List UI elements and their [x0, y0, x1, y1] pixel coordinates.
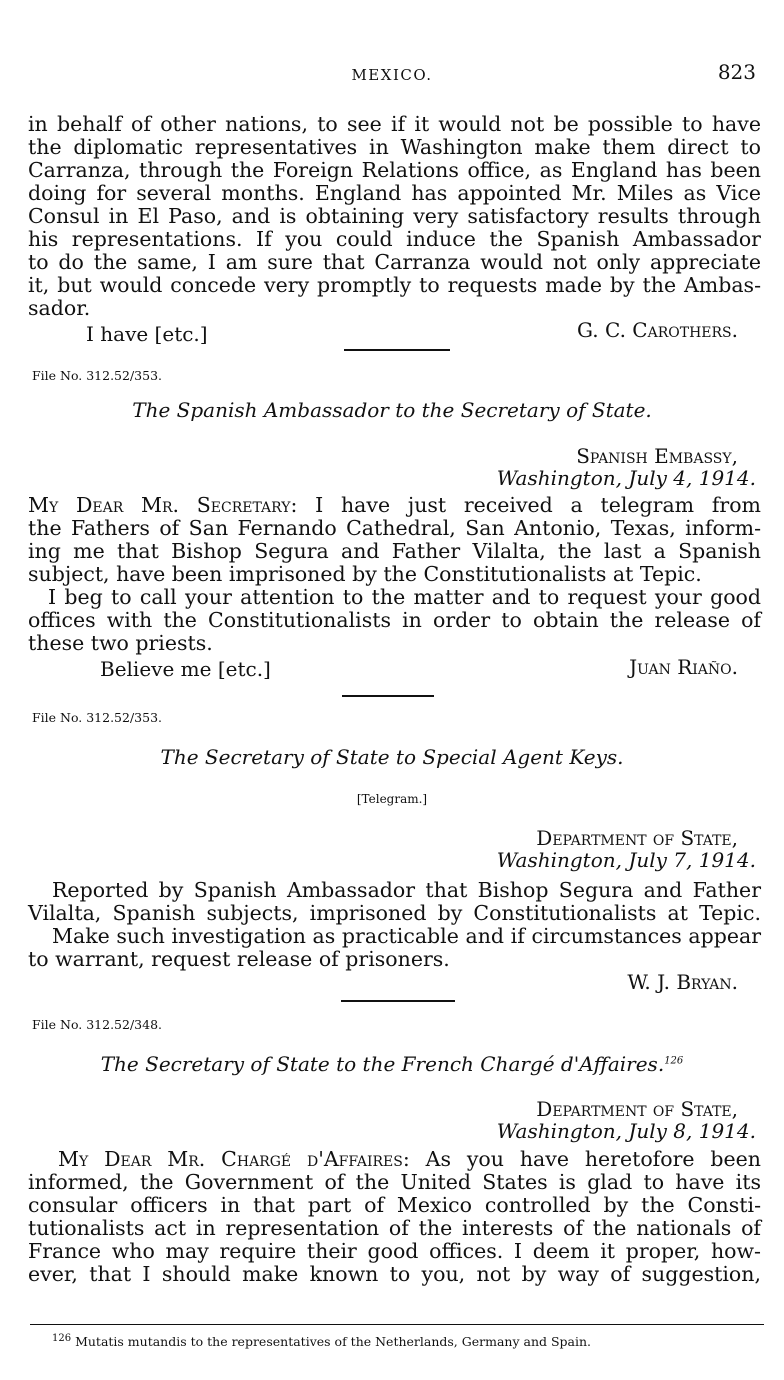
salutation-text: I have just received a telegram from — [297, 493, 761, 517]
document-heading-text: The Secretary of State to the French Chargé d'Affaires. — [100, 1052, 665, 1076]
text-line: to do the same, I am sure that Carranza would not only appreciate — [28, 250, 761, 274]
dateline-date: Washington, July 8, 1914. — [496, 1119, 756, 1143]
text-line: it, but would concede very promptly to requests made by the Ambas- — [28, 273, 761, 297]
dateline-date: Washington, July 4, 1914. — [496, 466, 756, 490]
text-line: the Fathers of San Fernando Cathedral, San Antonio, Texas, inform- — [28, 516, 761, 540]
text-line: consular officers in that part of Mexico controlled by the Consti- — [28, 1193, 761, 1217]
dateline-place: Department of State, — [536, 1097, 738, 1121]
salutation: My Dear Mr. Chargé d'Affaires: — [58, 1147, 410, 1171]
text-line — [58, 1148, 761, 1171]
document-heading — [0, 1052, 784, 1076]
file-number: File No. 312.52/353. — [32, 710, 163, 725]
text-line: doing for several months. England has appointed Mr. Miles as Vice — [28, 181, 761, 205]
running-header-title: MEXICO. — [351, 66, 433, 84]
file-number: File No. 312.52/353. — [32, 368, 163, 383]
text-line: offices with the Constitutionalists in order to obtain the release of — [28, 608, 761, 632]
text-line: Reported by Spanish Ambassador that Bishop Segura and Father — [52, 878, 761, 902]
footnote-text: Mutatis mutandis to the representatives of the Netherlands, Germany and Spain. — [71, 1334, 592, 1350]
footnote — [52, 1333, 591, 1349]
dateline-place: Department of State, — [536, 826, 738, 850]
section-divider — [341, 1000, 455, 1002]
text-line: ing me that Bishop Segura and Father Vilalta, the last a Spanish — [28, 539, 761, 563]
text-line: these two priests. — [28, 631, 213, 655]
text-line: Carranza, through the Foreign Relations office, as England has been — [28, 158, 761, 182]
salutation-text: As you have heretofore been — [409, 1147, 761, 1171]
closing: Believe me [etc.] — [100, 657, 271, 681]
signature: W. J. Bryan. — [627, 970, 738, 994]
text-line: in behalf of other nations, to see if it would not be possible to have — [28, 112, 761, 136]
telegram-note: [Telegram.] — [356, 792, 428, 806]
text-line: I beg to call your attention to the matter and to request your good — [48, 585, 761, 609]
text-line — [28, 494, 761, 517]
text-line: subject, have been imprisoned by the Constitutionalists at Tepic. — [28, 562, 702, 586]
dateline-date: Washington, July 7, 1914. — [496, 848, 756, 872]
text-line: France who may require their good offices. I deem it proper, how- — [28, 1239, 761, 1263]
file-number: File No. 312.52/348. — [32, 1017, 163, 1032]
document-heading: The Spanish Ambassador to the Secretary of State. — [132, 398, 652, 422]
text-line: ever, that I should make known to you, not by way of suggestion, — [28, 1262, 761, 1286]
text-line: sador. — [28, 296, 91, 320]
signature: Juan Riaño. — [629, 655, 738, 679]
section-divider — [342, 695, 434, 697]
text-line: Vilalta, Spanish subjects, imprisoned by Constitutionalists at Tepic. — [28, 901, 761, 925]
section-divider — [344, 349, 450, 351]
closing: I have [etc.] — [86, 322, 208, 346]
document-heading: The Secretary of State to Special Agent Keys. — [160, 745, 624, 769]
text-line: tutionalists act in representation of the interests of the nationals of — [28, 1216, 761, 1240]
text-line: to warrant, request release of prisoners. — [28, 947, 450, 971]
footnote-number: 126 — [52, 1333, 72, 1344]
signature: G. C. Carothers. — [577, 318, 738, 342]
footnote-divider — [30, 1324, 764, 1325]
text-line: informed, the Government of the United States is glad to have its — [28, 1170, 761, 1194]
text-line: his representations. If you could induce the Spanish Ambassador — [28, 227, 761, 251]
dateline-place: Spanish Embassy, — [576, 444, 738, 468]
page-number: 823 — [717, 60, 756, 84]
footnote-reference: 126 — [664, 1055, 684, 1067]
salutation: My Dear Mr. Secretary: — [28, 493, 298, 517]
text-line: Consul in El Paso, and is obtaining very satisfactory results through — [28, 204, 761, 228]
text-line: the diplomatic representatives in Washington make them direct to — [28, 135, 761, 159]
text-line: Make such investigation as practicable and if circumstances appear — [52, 924, 761, 948]
